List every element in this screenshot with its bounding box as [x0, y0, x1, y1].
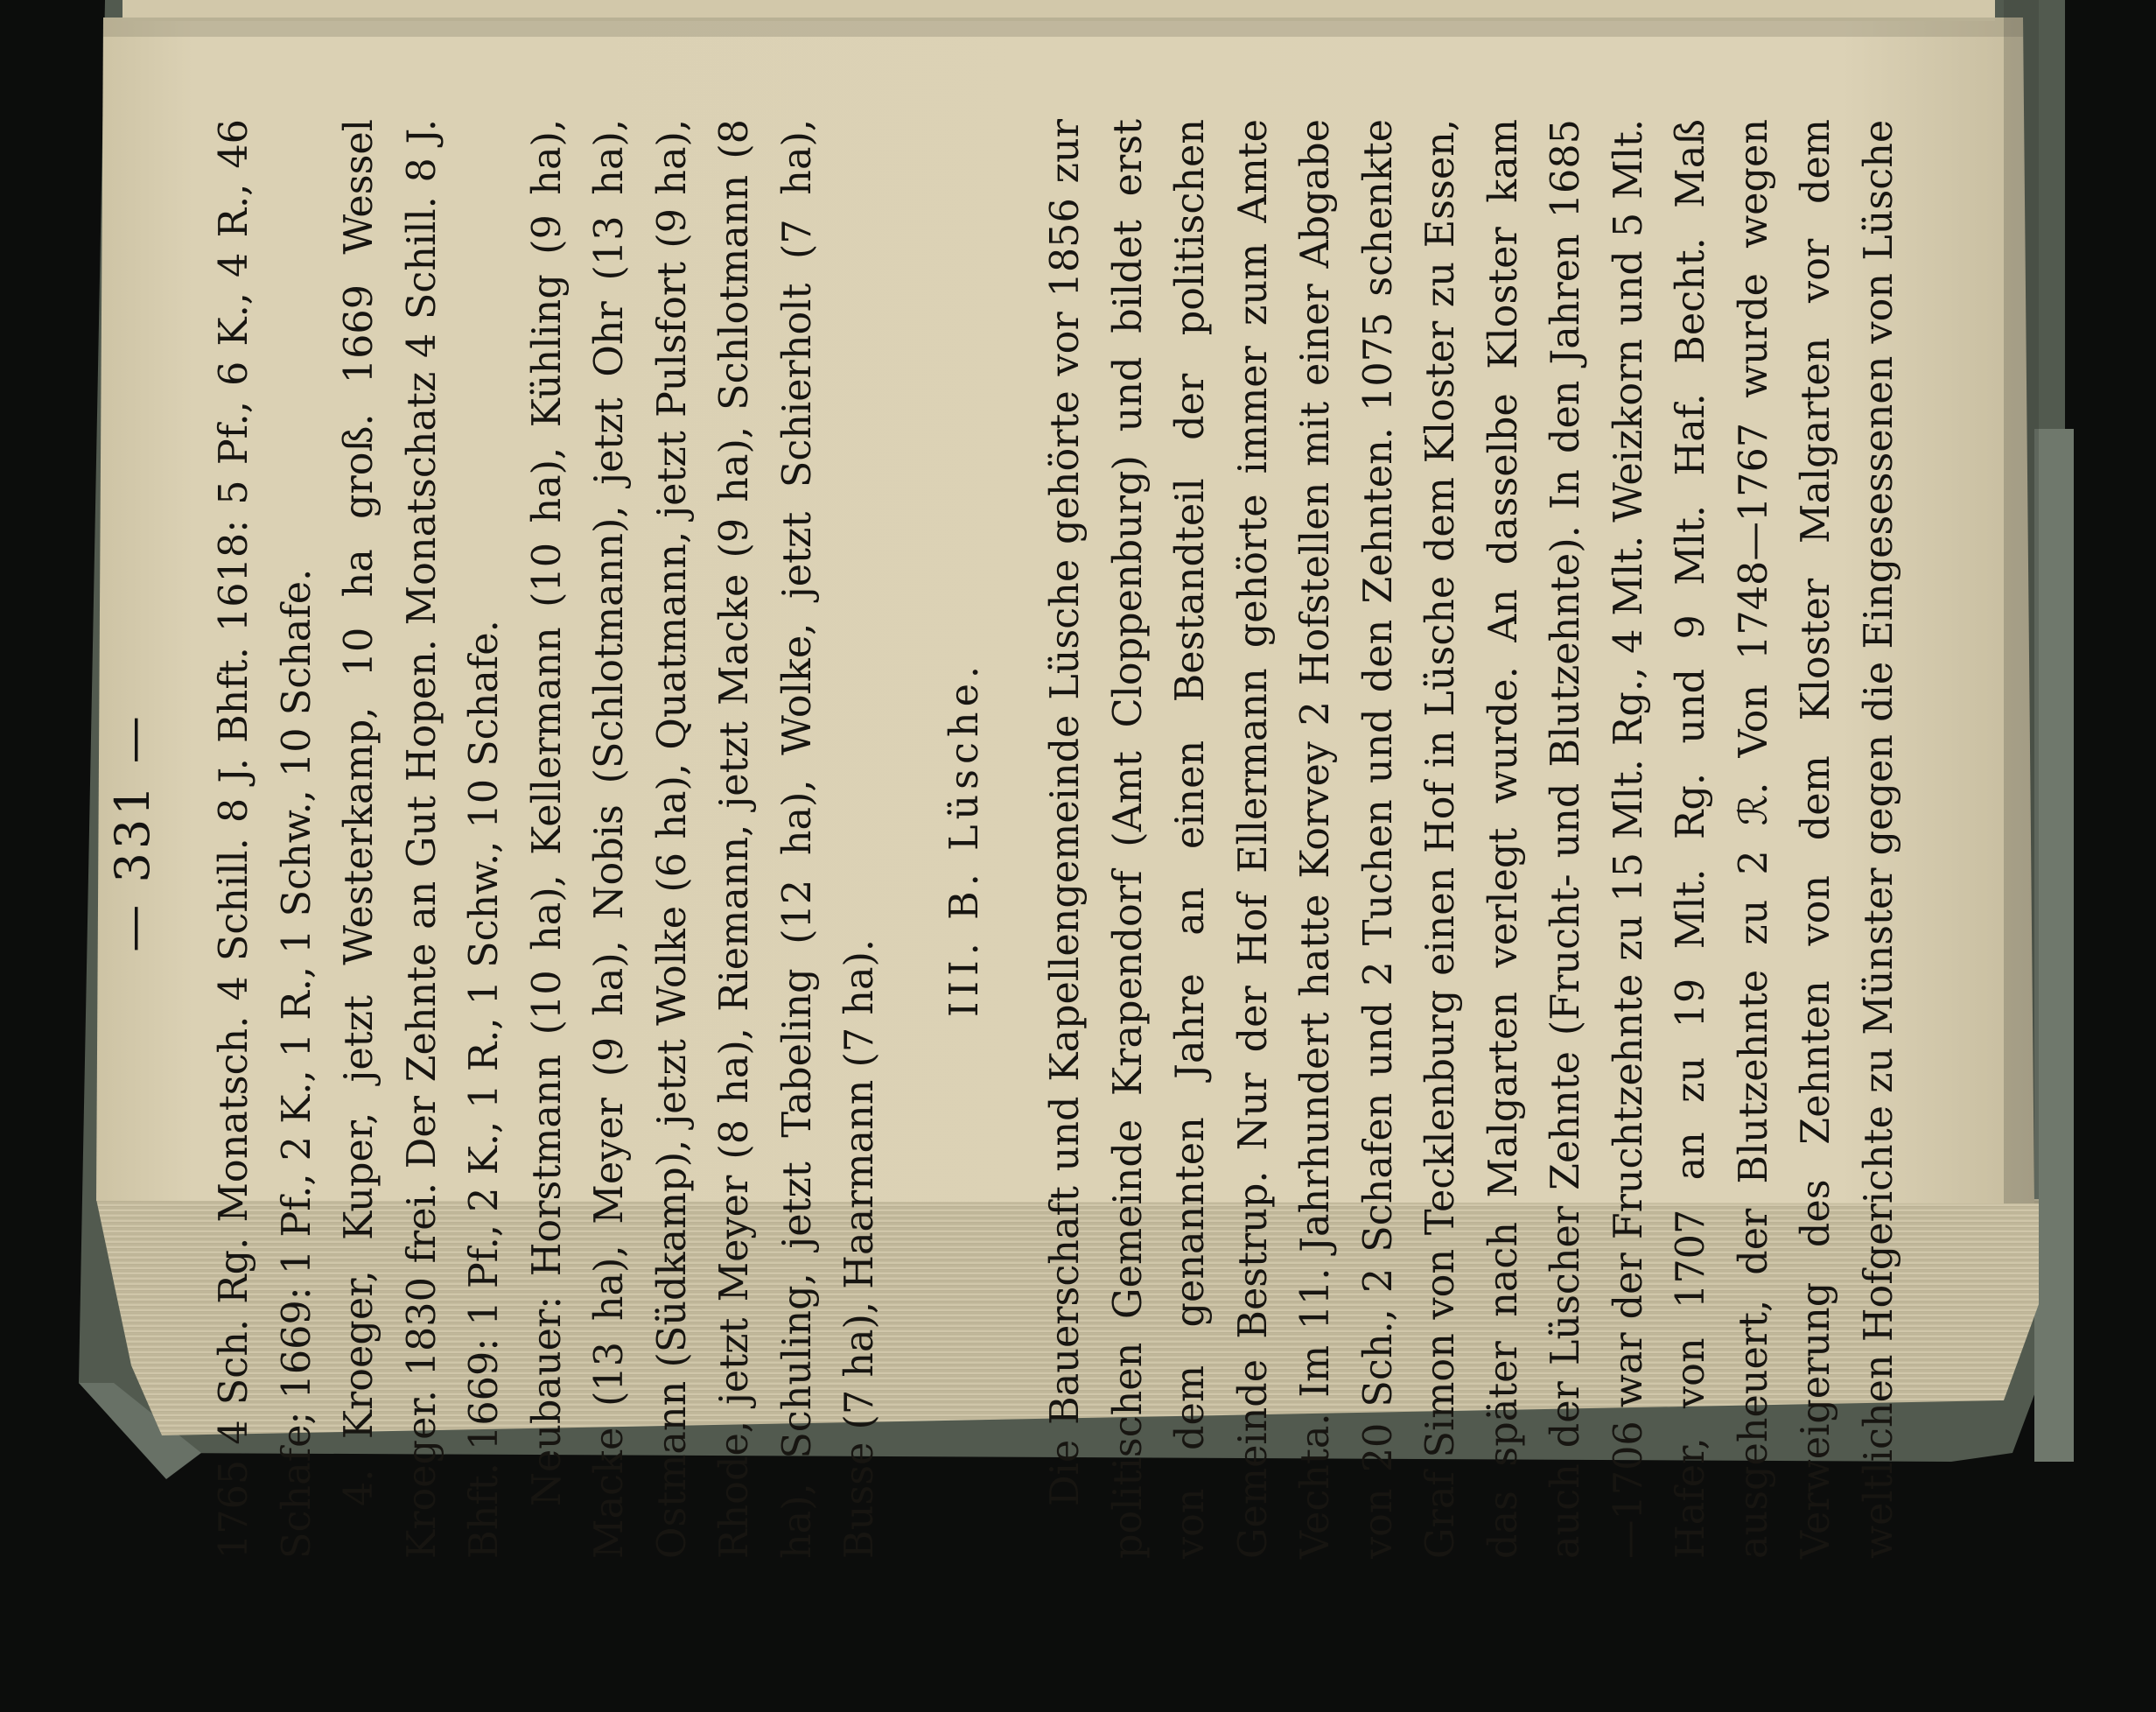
printed-page	[105, 71, 2017, 1594]
body-text	[203, 119, 1910, 1559]
paragraph-livestock-1765: 1765 4 Sch. Rg. Monatsch. 4 Schill. 8 J. Bhft. 1618: 5 Pf., 6 K., 4 R., 46 Schafe; 1669: 1 Pf., 2 K., 1 R., 1 Schw., 10 Schafe.	[212, 119, 319, 1559]
paragraph-kroeger: 4. Kroeger, Kuper, jetzt Westerkamp, 10 ha groß. 1669 Wessel Kroeger. 1830 frei. Der Zehnte an Gut Hopen. Monatschatz 4 Schill. 8 J. Bhft. 1669: 1 Pf., 2 K., 1 R., 1 Schw., 10 Schafe.	[337, 119, 507, 1559]
paragraph-luesche-history: Die Bauerschaft und Kapellengemeinde Lüsche gehörte vor 1856 zur politischen Gemeinde Krapendorf (Amt Cloppenburg) und bildet erst von dem genannten Jahre an einen Bestandteil der politischen Gemeinde Bestrup. Nur der Hof Ellermann gehörte immer zum Amte Vechta. Im 11. Jahrhundert hatte Korvey 2 Hofstellen mit einer Abgabe von 20 Sch., 2 Schafen und 2 Tuchen und den Zehnten. 1075 schenkte Graf Simon von Tecklenburg einen Hof in Lüsche dem Kloster zu Essen, das später nach Malgarten verlegt wurde. An dasselbe Kloster kam auch der Lüscher Zehnte (Frucht- und Blutzehnte). In den Jahren 1685—1706 war der Fruchtzehnte zu 15 Mlt. Rg., 4 Mlt. Weizkorn und 5 Mlt. Hafer, von 1707 an zu 19 Mlt. Rg. und 9 Mlt. Haf. Becht. Maß ausgeheuert, der Blutzehnte zu 2 ℛ. Von 1748—1767 wurde wegen Verweigerung des Zehnten von dem Kloster Malgarten vor dem weltlichen Hofgerichte zu Münster gegen die Eingesessenen von Lüsche	[1043, 119, 1901, 1559]
section-heading: III. B. Lüsche.	[942, 660, 987, 1018]
paragraph-neubauer: Neubauer: Horstmann (10 ha), Kellermann (10 ha), Kühling (9 ha), Macke (13 ha), Meyer (9 ha), Nobis (Schlotmann), jetzt Ohr (13 ha), Ostmann (Südkamp), jetzt Wolke (6 ha), Quatmann, jetzt Pulsfort (9 ha), Rhode, jetzt Meyer (8 ha), Riemann, jetzt Macke (9 ha), Schlotmann (8 ha), Schuling, jetzt Tabeling (12 ha), Wolke, jetzt Schierholt (7 ha), Busse (7 ha), Haarmann (7 ha).	[524, 119, 882, 1559]
page-number: — 331 —	[105, 712, 160, 952]
